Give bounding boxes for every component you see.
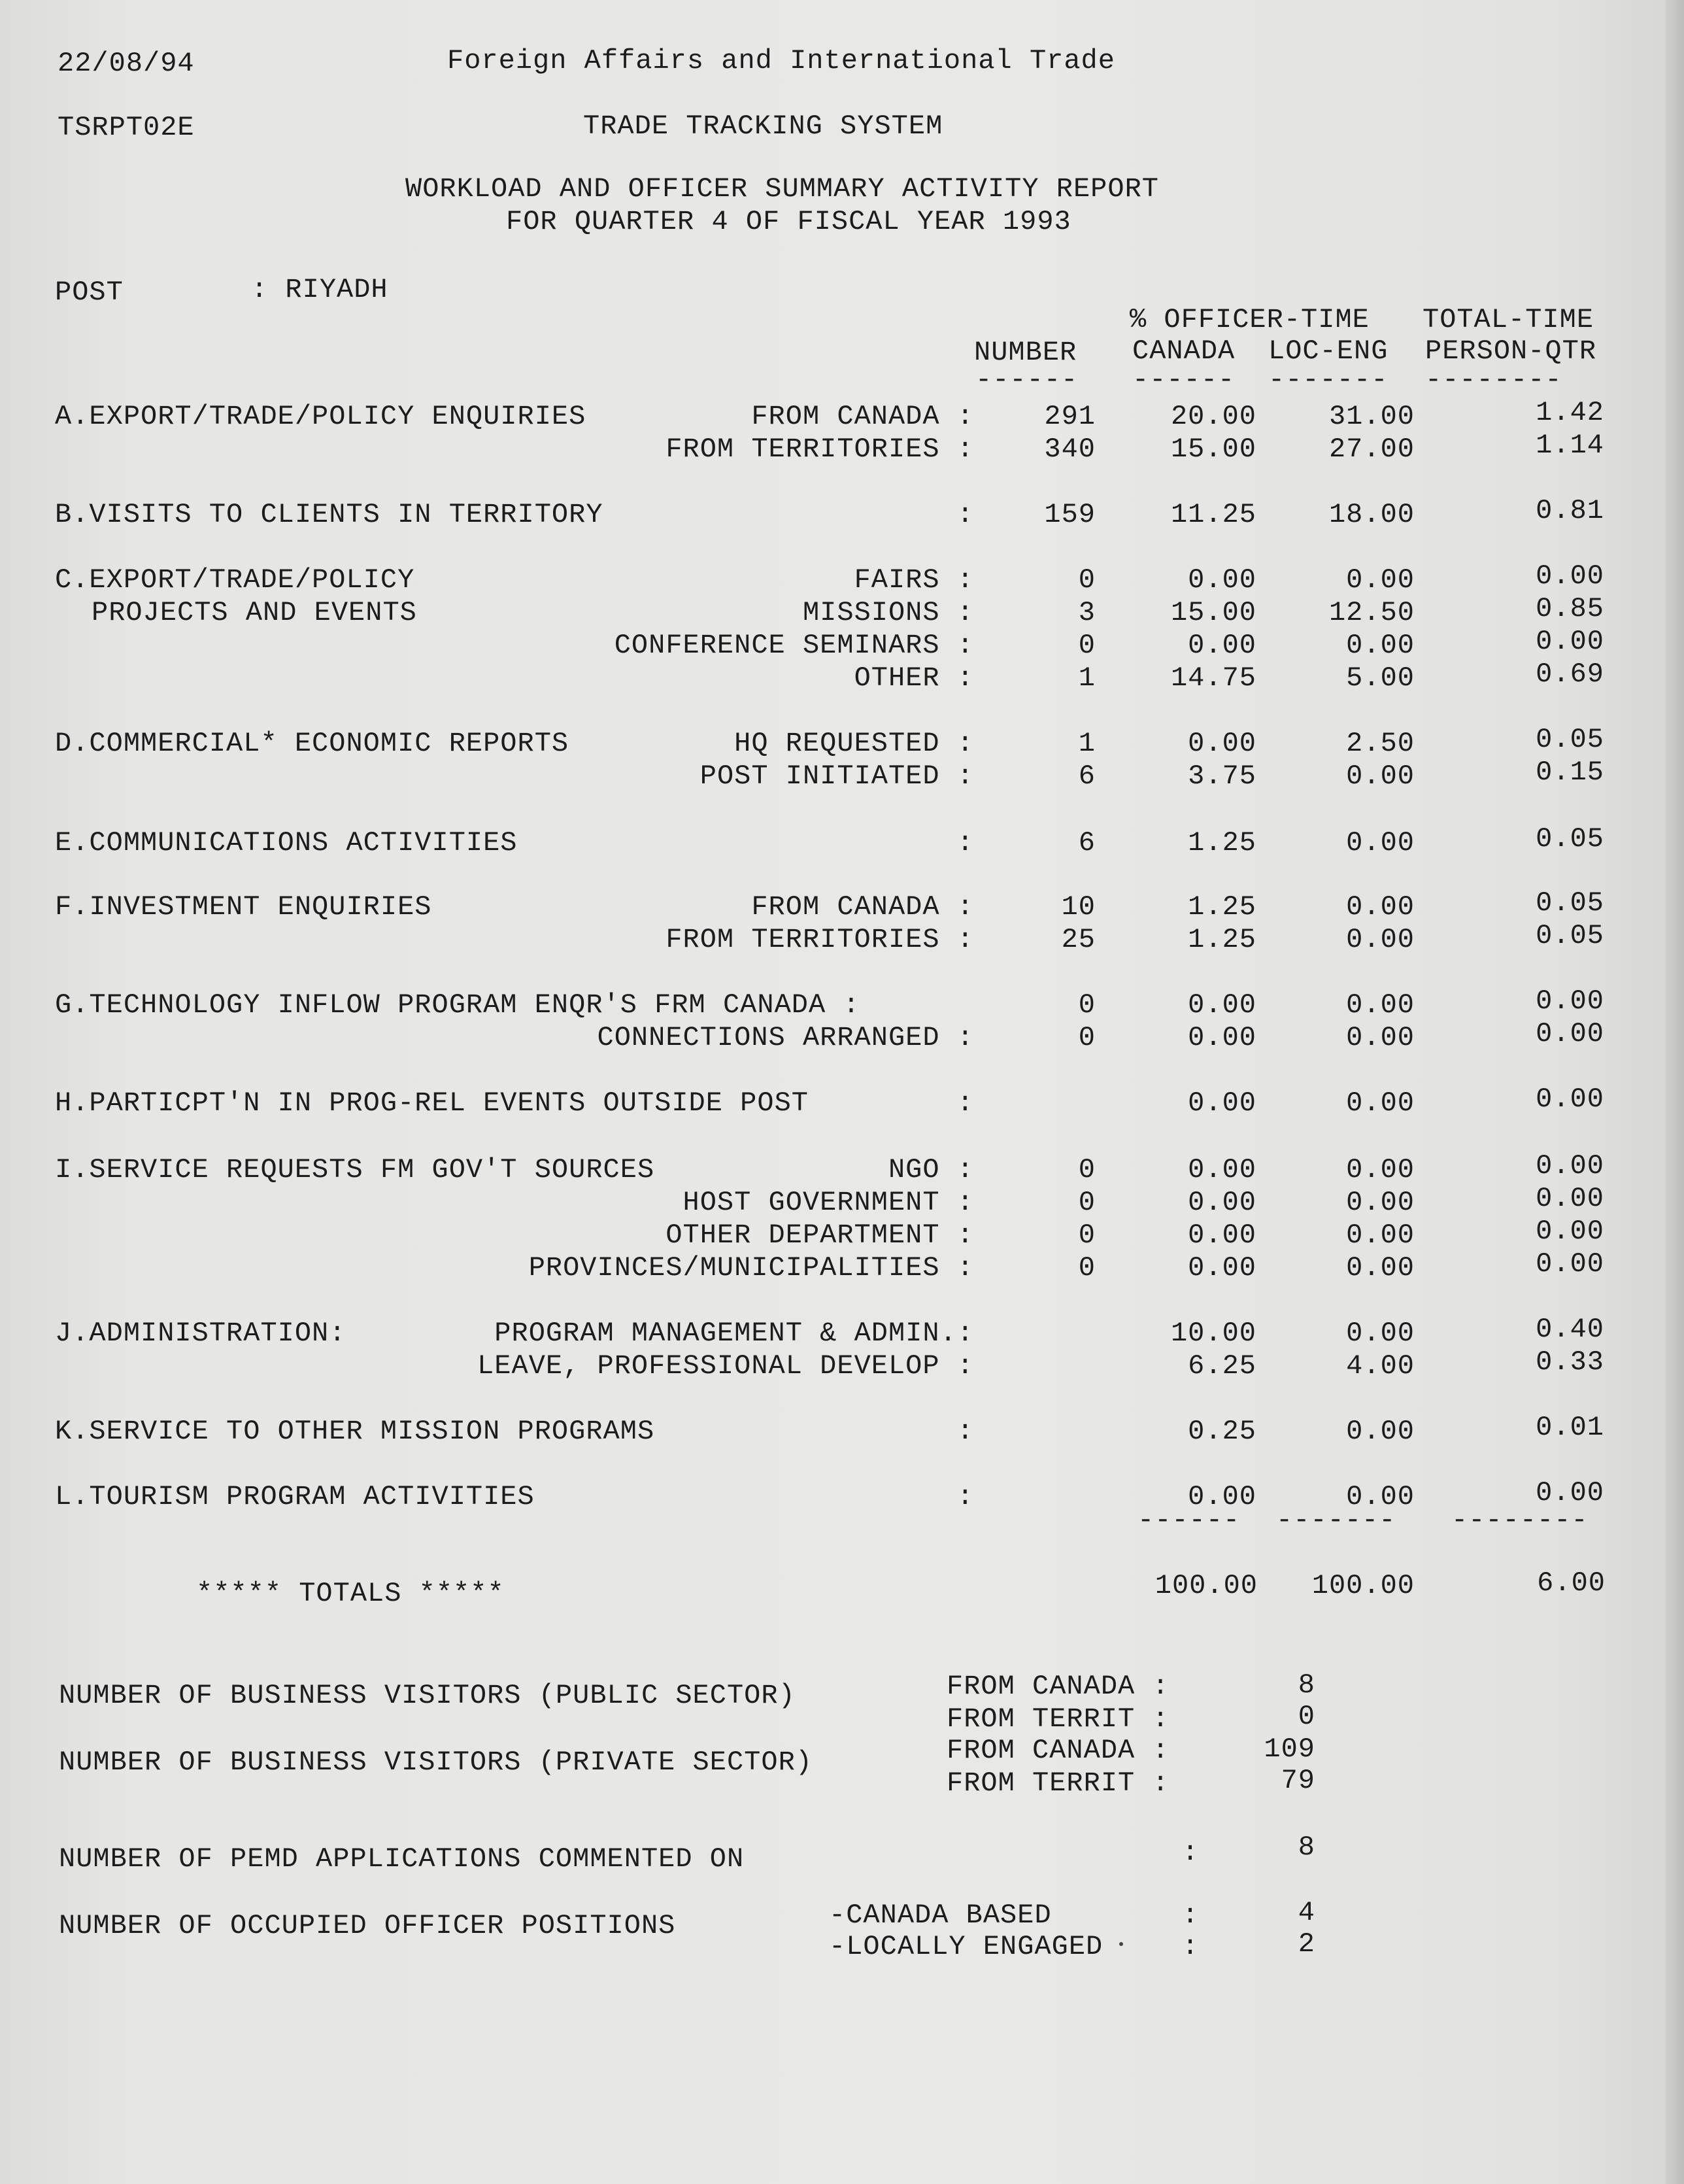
row-number: 10 <box>1061 891 1096 923</box>
public-from-canada-label: FROM CANADA : <box>947 1671 1170 1702</box>
row-pq: 0.00 <box>1536 1477 1604 1509</box>
col-personqtr-underline: -------- <box>1425 364 1562 396</box>
public-from-canada-value: 8 <box>1298 1669 1315 1701</box>
row-pq: 0.69 <box>1536 658 1604 690</box>
row-pq: 0.40 <box>1536 1314 1604 1345</box>
row-category: E.COMMUNICATIONS ACTIVITIES <box>55 827 518 859</box>
pemd-value: 8 <box>1298 1832 1315 1863</box>
row-loceng: 0.00 <box>1346 1187 1415 1218</box>
report-code: TSRPT02E <box>58 112 195 143</box>
row-category: H.PARTICPT'N IN PROG-REL EVENTS OUTSIDE POST <box>55 1087 809 1119</box>
row-sub: : <box>956 499 974 530</box>
row-sub: FROM TERRITORIES : <box>665 434 974 465</box>
totals-canada-underline: ------ <box>1137 1505 1241 1536</box>
post-label: POST <box>55 277 124 308</box>
row-sub: CONNECTIONS ARRANGED : <box>597 1022 974 1053</box>
row-category: C.EXPORT/TRADE/POLICY <box>55 564 415 596</box>
row-sub: FROM TERRITORIES : <box>665 924 974 955</box>
report-title: WORKLOAD AND OFFICER SUMMARY ACTIVITY REPORT <box>405 173 1159 205</box>
totals-loceng-underline: ------- <box>1276 1505 1396 1536</box>
row-canada: 0.00 <box>1188 1252 1256 1284</box>
row-canada: 14.75 <box>1170 662 1256 694</box>
row-canada: 15.00 <box>1170 597 1256 628</box>
report-date: 22/08/94 <box>58 48 195 79</box>
public-from-territ-label: FROM TERRIT : <box>947 1703 1170 1735</box>
row-canada: 0.00 <box>1188 1087 1256 1119</box>
row-canada: 1.25 <box>1188 827 1256 859</box>
totals-pq-underline: -------- <box>1451 1505 1589 1536</box>
row-pq: 1.42 <box>1536 397 1604 428</box>
row-canada: 20.00 <box>1170 401 1256 432</box>
private-visitors-label: NUMBER OF BUSINESS VISITORS (PRIVATE SECTOR) <box>59 1747 813 1778</box>
row-number: 0 <box>1078 564 1096 596</box>
private-from-territ-label: FROM TERRIT : <box>947 1767 1170 1799</box>
row-loceng: 0.00 <box>1346 564 1415 596</box>
row-loceng: 0.00 <box>1346 827 1415 859</box>
row-loceng: 0.00 <box>1346 1087 1415 1119</box>
col-loceng-underline: ------- <box>1268 364 1389 396</box>
row-number: 0 <box>1078 630 1096 661</box>
col-total-time: TOTAL-TIME <box>1423 304 1594 335</box>
private-from-canada-value: 109 <box>1264 1733 1315 1765</box>
row-number: 3 <box>1078 597 1096 628</box>
row-sub: HQ REQUESTED : <box>734 728 974 759</box>
totals-canada: 100.00 <box>1154 1570 1258 1601</box>
page-edge <box>1666 0 1684 2184</box>
row-loceng: 0.00 <box>1346 989 1415 1021</box>
row-pq: 1.14 <box>1536 430 1604 461</box>
row-number: 1 <box>1078 728 1096 759</box>
row-number: 0 <box>1078 1220 1096 1251</box>
row-canada: 0.00 <box>1188 564 1256 596</box>
canada-based-label: -CANADA BASED <box>829 1900 1052 1931</box>
row-loceng: 0.00 <box>1346 1220 1415 1251</box>
row-category: G.TECHNOLOGY INFLOW PROGRAM ENQR'S FRM CANADA : <box>55 989 860 1021</box>
row-category: A.EXPORT/TRADE/POLICY ENQUIRIES <box>55 401 586 432</box>
row-sub: : <box>956 827 974 859</box>
row-canada: 0.00 <box>1188 989 1256 1021</box>
private-from-territ-value: 79 <box>1281 1765 1315 1796</box>
row-loceng: 27.00 <box>1328 434 1415 465</box>
totals-pq: 6.00 <box>1537 1567 1606 1599</box>
row-pq: 0.00 <box>1536 1183 1604 1214</box>
row-category: L.TOURISM PROGRAM ACTIVITIES <box>55 1481 535 1512</box>
row-canada: 3.75 <box>1188 760 1256 792</box>
row-sub: : <box>956 1416 974 1447</box>
col-canada-underline: ------ <box>1132 364 1236 396</box>
row-pq: 0.00 <box>1536 985 1604 1017</box>
row-loceng: 0.00 <box>1346 1154 1415 1186</box>
row-sub: : <box>956 1481 974 1512</box>
row-pq: 0.00 <box>1536 1248 1604 1280</box>
row-canada: 0.25 <box>1188 1416 1256 1447</box>
row-loceng: 0.00 <box>1346 924 1415 955</box>
row-loceng: 5.00 <box>1346 662 1415 694</box>
locally-engaged-colon: : <box>1182 1931 1200 1962</box>
row-number: 0 <box>1078 989 1096 1021</box>
public-from-territ-value: 0 <box>1298 1701 1315 1732</box>
row-pq: 0.00 <box>1536 626 1604 657</box>
row-canada: 10.00 <box>1170 1318 1256 1349</box>
row-pq: 0.00 <box>1536 1150 1604 1182</box>
row-sub: FROM CANADA : <box>751 891 974 923</box>
row-sub: LEAVE, PROFESSIONAL DEVELOP : <box>477 1350 974 1382</box>
row-canada: 0.00 <box>1188 1154 1256 1186</box>
row-pq: 0.05 <box>1536 920 1604 951</box>
positions-label: NUMBER OF OCCUPIED OFFICER POSITIONS <box>59 1910 676 1941</box>
row-sub: PROGRAM MANAGEMENT & ADMIN.: <box>494 1318 974 1349</box>
col-officer-time: % OFFICER-TIME <box>1130 304 1370 335</box>
col-person-qtr: PERSON-QTR <box>1425 335 1597 367</box>
locally-engaged-label: -LOCALLY ENGAGED <box>829 1931 1103 1962</box>
row-loceng: 12.50 <box>1328 597 1415 628</box>
row-pq: 0.05 <box>1536 887 1604 919</box>
row-canada: 0.00 <box>1188 728 1256 759</box>
row-loceng: 0.00 <box>1346 760 1415 792</box>
row-loceng: 0.00 <box>1346 630 1415 661</box>
pemd-colon: : <box>1182 1837 1200 1868</box>
row-loceng: 18.00 <box>1328 499 1415 530</box>
row-canada: 0.00 <box>1188 1187 1256 1218</box>
private-from-canada-label: FROM CANADA : <box>947 1735 1170 1766</box>
row-loceng: 0.00 <box>1346 1252 1415 1284</box>
locally-engaged-value: 2 <box>1298 1928 1315 1960</box>
pemd-label: NUMBER OF PEMD APPLICATIONS COMMENTED ON <box>59 1843 745 1875</box>
totals-label: ***** TOTALS ***** <box>196 1578 505 1609</box>
col-loc-eng: LOC-ENG <box>1268 335 1389 367</box>
row-canada: 1.25 <box>1188 891 1256 923</box>
row-category2: PROJECTS AND EVENTS <box>92 597 417 628</box>
row-number: 0 <box>1078 1154 1096 1186</box>
paper-speck <box>1119 1942 1123 1946</box>
row-canada: 1.25 <box>1188 924 1256 955</box>
post-value: : RIYADH <box>251 274 388 305</box>
row-loceng: 0.00 <box>1346 1416 1415 1447</box>
row-loceng: 0.00 <box>1346 891 1415 923</box>
row-category: F.INVESTMENT ENQUIRIES <box>55 891 432 923</box>
row-loceng: 31.00 <box>1328 401 1415 432</box>
report-subtitle: FOR QUARTER 4 OF FISCAL YEAR 1993 <box>506 206 1071 237</box>
row-number: 6 <box>1078 827 1096 859</box>
row-sub: HOST GOVERNMENT : <box>682 1187 974 1218</box>
row-pq: 0.01 <box>1536 1412 1604 1443</box>
row-sub: POST INITIATED : <box>699 760 974 792</box>
row-number: 291 <box>1044 401 1096 432</box>
row-number: 159 <box>1044 499 1096 530</box>
row-sub: OTHER : <box>854 662 974 694</box>
row-pq: 0.00 <box>1536 560 1604 592</box>
row-sub: MISSIONS : <box>802 597 974 628</box>
row-sub: : <box>956 1087 974 1119</box>
col-number-underline: ------ <box>975 364 1079 396</box>
row-pq: 0.00 <box>1536 1018 1604 1049</box>
system-name: TRADE TRACKING SYSTEM <box>583 111 943 142</box>
canada-based-value: 4 <box>1298 1897 1315 1928</box>
row-number: 1 <box>1078 662 1096 694</box>
row-loceng: 2.50 <box>1346 728 1415 759</box>
row-number: 6 <box>1078 760 1096 792</box>
row-number: 0 <box>1078 1187 1096 1218</box>
row-number: 340 <box>1044 434 1096 465</box>
row-sub: PROVINCES/MUNICIPALITIES : <box>528 1252 974 1284</box>
public-visitors-label: NUMBER OF BUSINESS VISITORS (PUBLIC SECTOR) <box>59 1680 796 1711</box>
row-pq: 0.15 <box>1536 757 1604 788</box>
row-canada: 11.25 <box>1170 499 1256 530</box>
row-canada: 6.25 <box>1188 1350 1256 1382</box>
row-category: K.SERVICE TO OTHER MISSION PROGRAMS <box>55 1416 655 1447</box>
row-loceng: 0.00 <box>1346 1318 1415 1349</box>
row-loceng: 4.00 <box>1346 1350 1415 1382</box>
row-pq: 0.05 <box>1536 823 1604 855</box>
row-pq: 0.85 <box>1536 593 1604 624</box>
row-sub: NGO : <box>888 1154 974 1186</box>
row-number: 0 <box>1078 1252 1096 1284</box>
canada-based-colon: : <box>1182 1900 1200 1931</box>
row-pq: 0.33 <box>1536 1346 1604 1378</box>
row-category: B.VISITS TO CLIENTS IN TERRITORY <box>55 499 603 530</box>
row-category: J.ADMINISTRATION: <box>55 1318 346 1349</box>
row-canada: 0.00 <box>1188 1481 1256 1512</box>
row-pq: 0.00 <box>1536 1216 1604 1247</box>
row-number: 0 <box>1078 1022 1096 1053</box>
row-canada: 0.00 <box>1188 630 1256 661</box>
row-category: D.COMMERCIAL* ECONOMIC REPORTS <box>55 728 569 759</box>
row-loceng: 0.00 <box>1346 1481 1415 1512</box>
row-sub: FROM CANADA : <box>751 401 974 432</box>
row-pq: 0.05 <box>1536 724 1604 755</box>
row-category: I.SERVICE REQUESTS FM GOV'T SOURCES <box>55 1154 655 1186</box>
row-canada: 15.00 <box>1170 434 1256 465</box>
row-loceng: 0.00 <box>1346 1022 1415 1053</box>
row-canada: 0.00 <box>1188 1022 1256 1053</box>
row-number: 25 <box>1061 924 1096 955</box>
department-name: Foreign Affairs and International Trade <box>447 45 1115 77</box>
totals-loceng: 100.00 <box>1311 1570 1415 1601</box>
row-pq: 0.00 <box>1536 1083 1604 1115</box>
col-number: NUMBER <box>974 337 1077 368</box>
col-canada: CANADA <box>1132 335 1236 367</box>
row-pq: 0.81 <box>1536 495 1604 526</box>
row-sub: CONFERENCE SEMINARS : <box>614 630 974 661</box>
row-sub: OTHER DEPARTMENT : <box>665 1220 974 1251</box>
row-sub: FAIRS : <box>854 564 974 596</box>
row-canada: 0.00 <box>1188 1220 1256 1251</box>
